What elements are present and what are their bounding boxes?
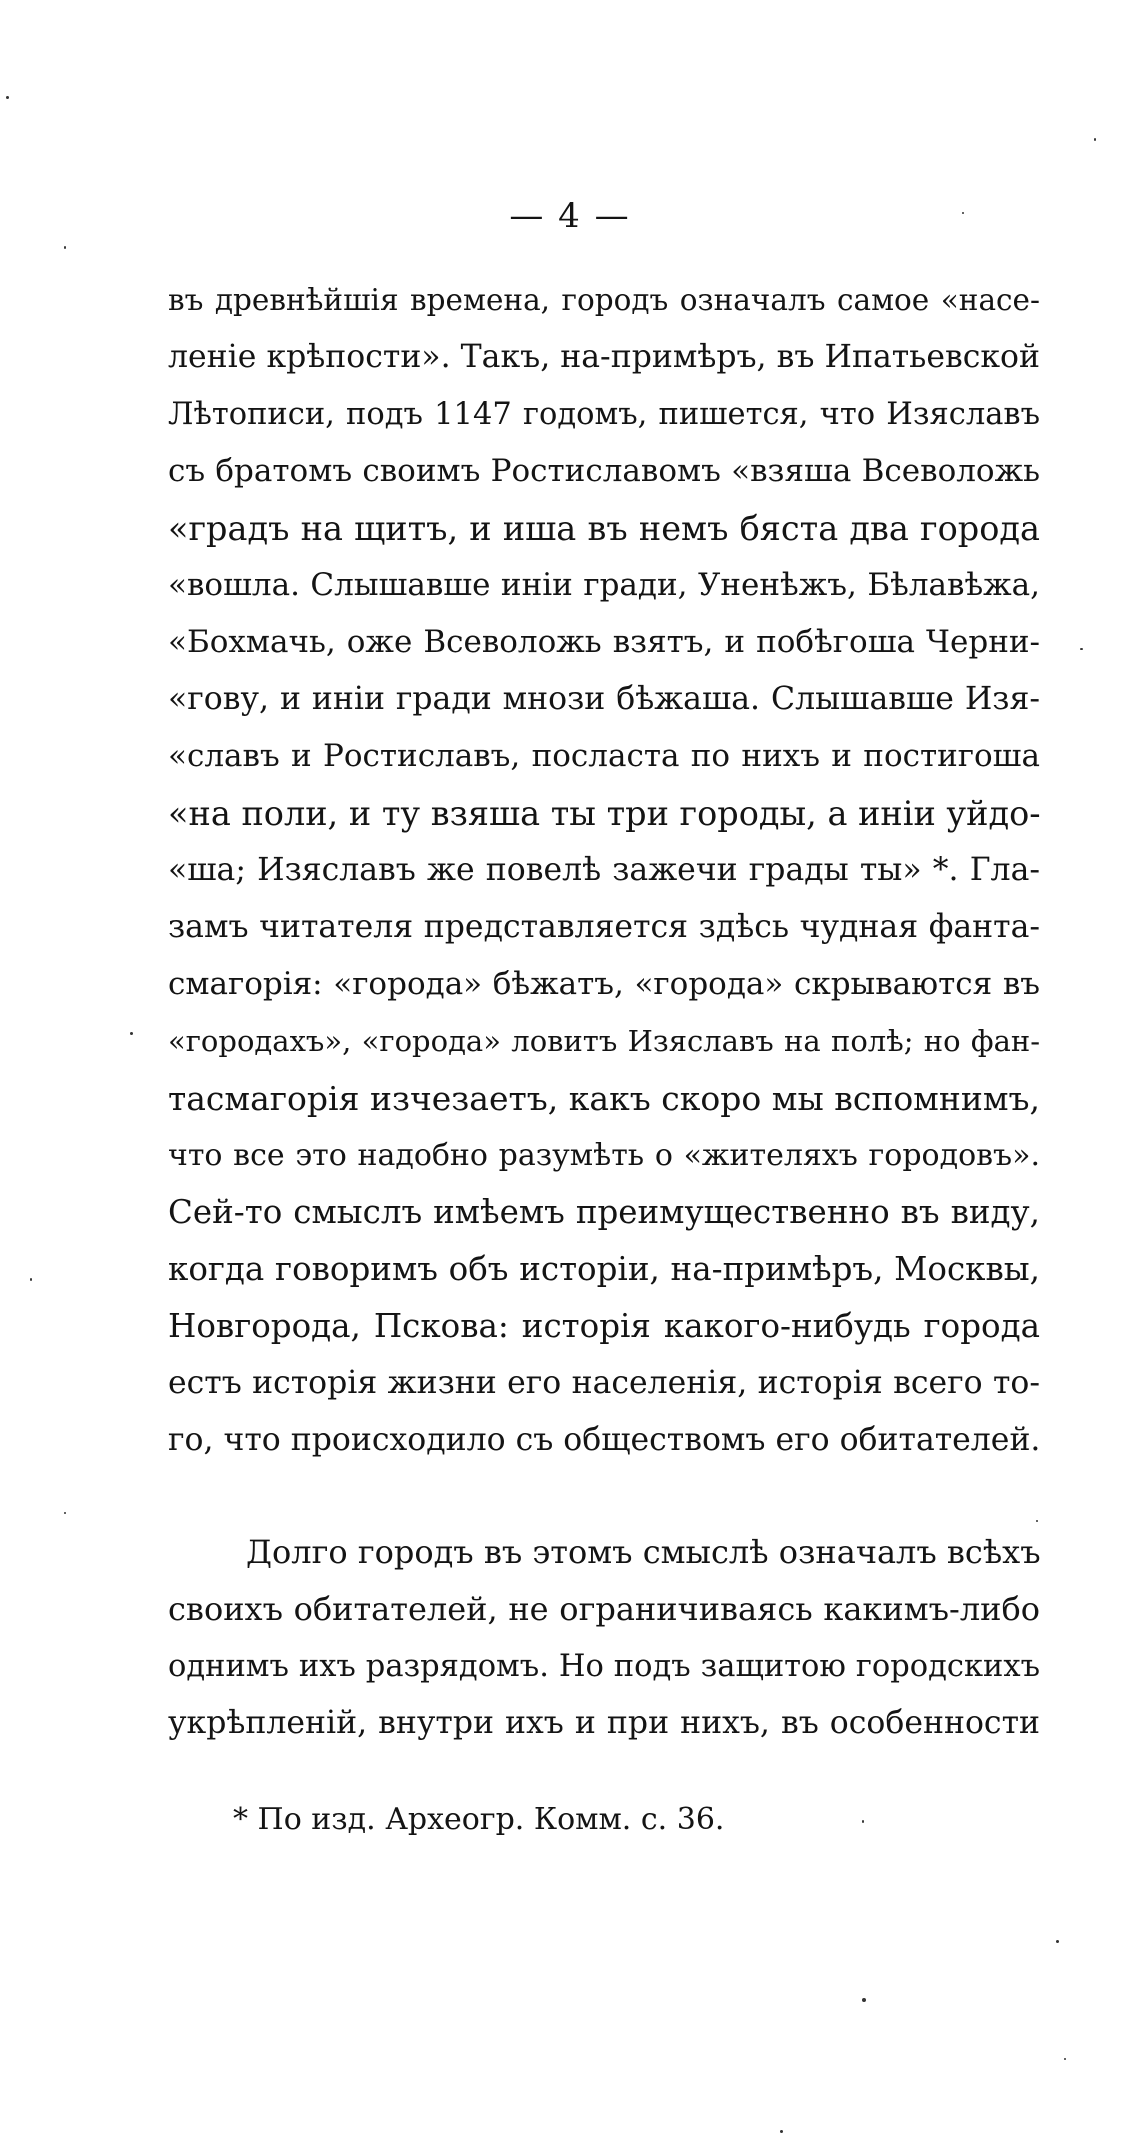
scan-speck [1064,2058,1066,2060]
text-line: «ша; Изяславъ же повелѣ зажечи грады ты» *. Гла- [168,852,1040,888]
text-line: когда говоримъ объ исторіи, на-примѣръ, Москвы, [168,1250,1040,1288]
text-line: Новгорода, Пскова: исторія какого-нибудь города [168,1307,1040,1345]
footnote: * По изд. Археогр. Комм. с. 36. [233,1802,725,1837]
scan-speck [962,212,964,214]
text-line: естъ исторія жизни его населенія, исторія всего то- [168,1365,1040,1401]
scan-speck [862,1820,864,1823]
page-number: — 4 — [509,196,631,236]
text-line: «городахъ», «города» ловитъ Изяславъ на полѣ; но фан- [168,1024,1040,1058]
text-line: что все это надобно разумѣть о «жителяхъ городовъ». [168,1138,1040,1173]
text-line: «Бохмачь, оже Всеволожь взятъ, и побѣгоша Черни- [168,624,1040,660]
text-line: «славъ и Ростиславъ, посласта по нихъ и постигоша [168,738,1040,774]
text-line: «гову, и иніи гради мнози бѣжаша. Слышавше Изя- [168,681,1040,717]
scan-speck [1080,648,1083,650]
text-line: замъ читателя представляется здѣсь чудная фанта- [168,909,1040,945]
scan-speck [1056,1940,1059,1943]
text-line: Лѣтописи, подъ 1147 годомъ, пишется, что Изяславъ [168,397,1040,432]
text-line: го, что происходило съ обществомъ его обитателей. [168,1422,1041,1458]
scan-speck [64,1512,66,1514]
scan-speck [6,96,9,99]
scan-speck [30,1278,32,1281]
text-line: леніе крѣпости». Такъ, на-примѣръ, въ Ипатьевской [168,339,1040,375]
text-line: Сей-то смыслъ имѣемъ преимущественно въ виду, [168,1193,1040,1231]
text-line: «градъ на щитъ, и иша въ немъ бяста два города [168,509,1040,548]
text-line: укрѣпленій, внутри ихъ и при нихъ, въ особенности [168,1705,1040,1741]
scan-speck [130,1032,133,1035]
text-line: тасмагорія изчезаетъ, какъ скоро мы вспомнимъ, [168,1079,1040,1118]
scan-speck [1094,138,1096,141]
text-line: своихъ обитателей, не ограничиваясь какимъ-либо [168,1590,1040,1628]
scan-speck [862,1998,866,2002]
scan-speck [780,2130,783,2133]
paragraph-2 [168,1524,1040,1752]
text-line: однимъ ихъ разрядомъ. Но подъ защитою городскихъ [168,1649,1040,1684]
text-line: въ древнѣйшія времена, городъ означалъ самое «насе- [168,283,1040,317]
paragraph-1 [168,272,1040,1469]
scan-speck [1036,1520,1038,1522]
text-line: съ братомъ своимъ Ростиславомъ «взяша Всеволожь [168,453,1040,489]
text-line: смагорія: «города» бѣжатъ, «города» скрываются въ [168,966,1040,1002]
text-line: «вошла. Слышавше иніи гради, Уненѣжъ, Бѣлавѣжа, [168,567,1040,603]
text-line: «на поли, и ту взяша ты три городы, а иніи уйдо- [168,794,1041,833]
text-line: Долго городъ въ этомъ смыслѣ означалъ всѣхъ [246,1533,1041,1571]
scan-speck [64,246,66,249]
